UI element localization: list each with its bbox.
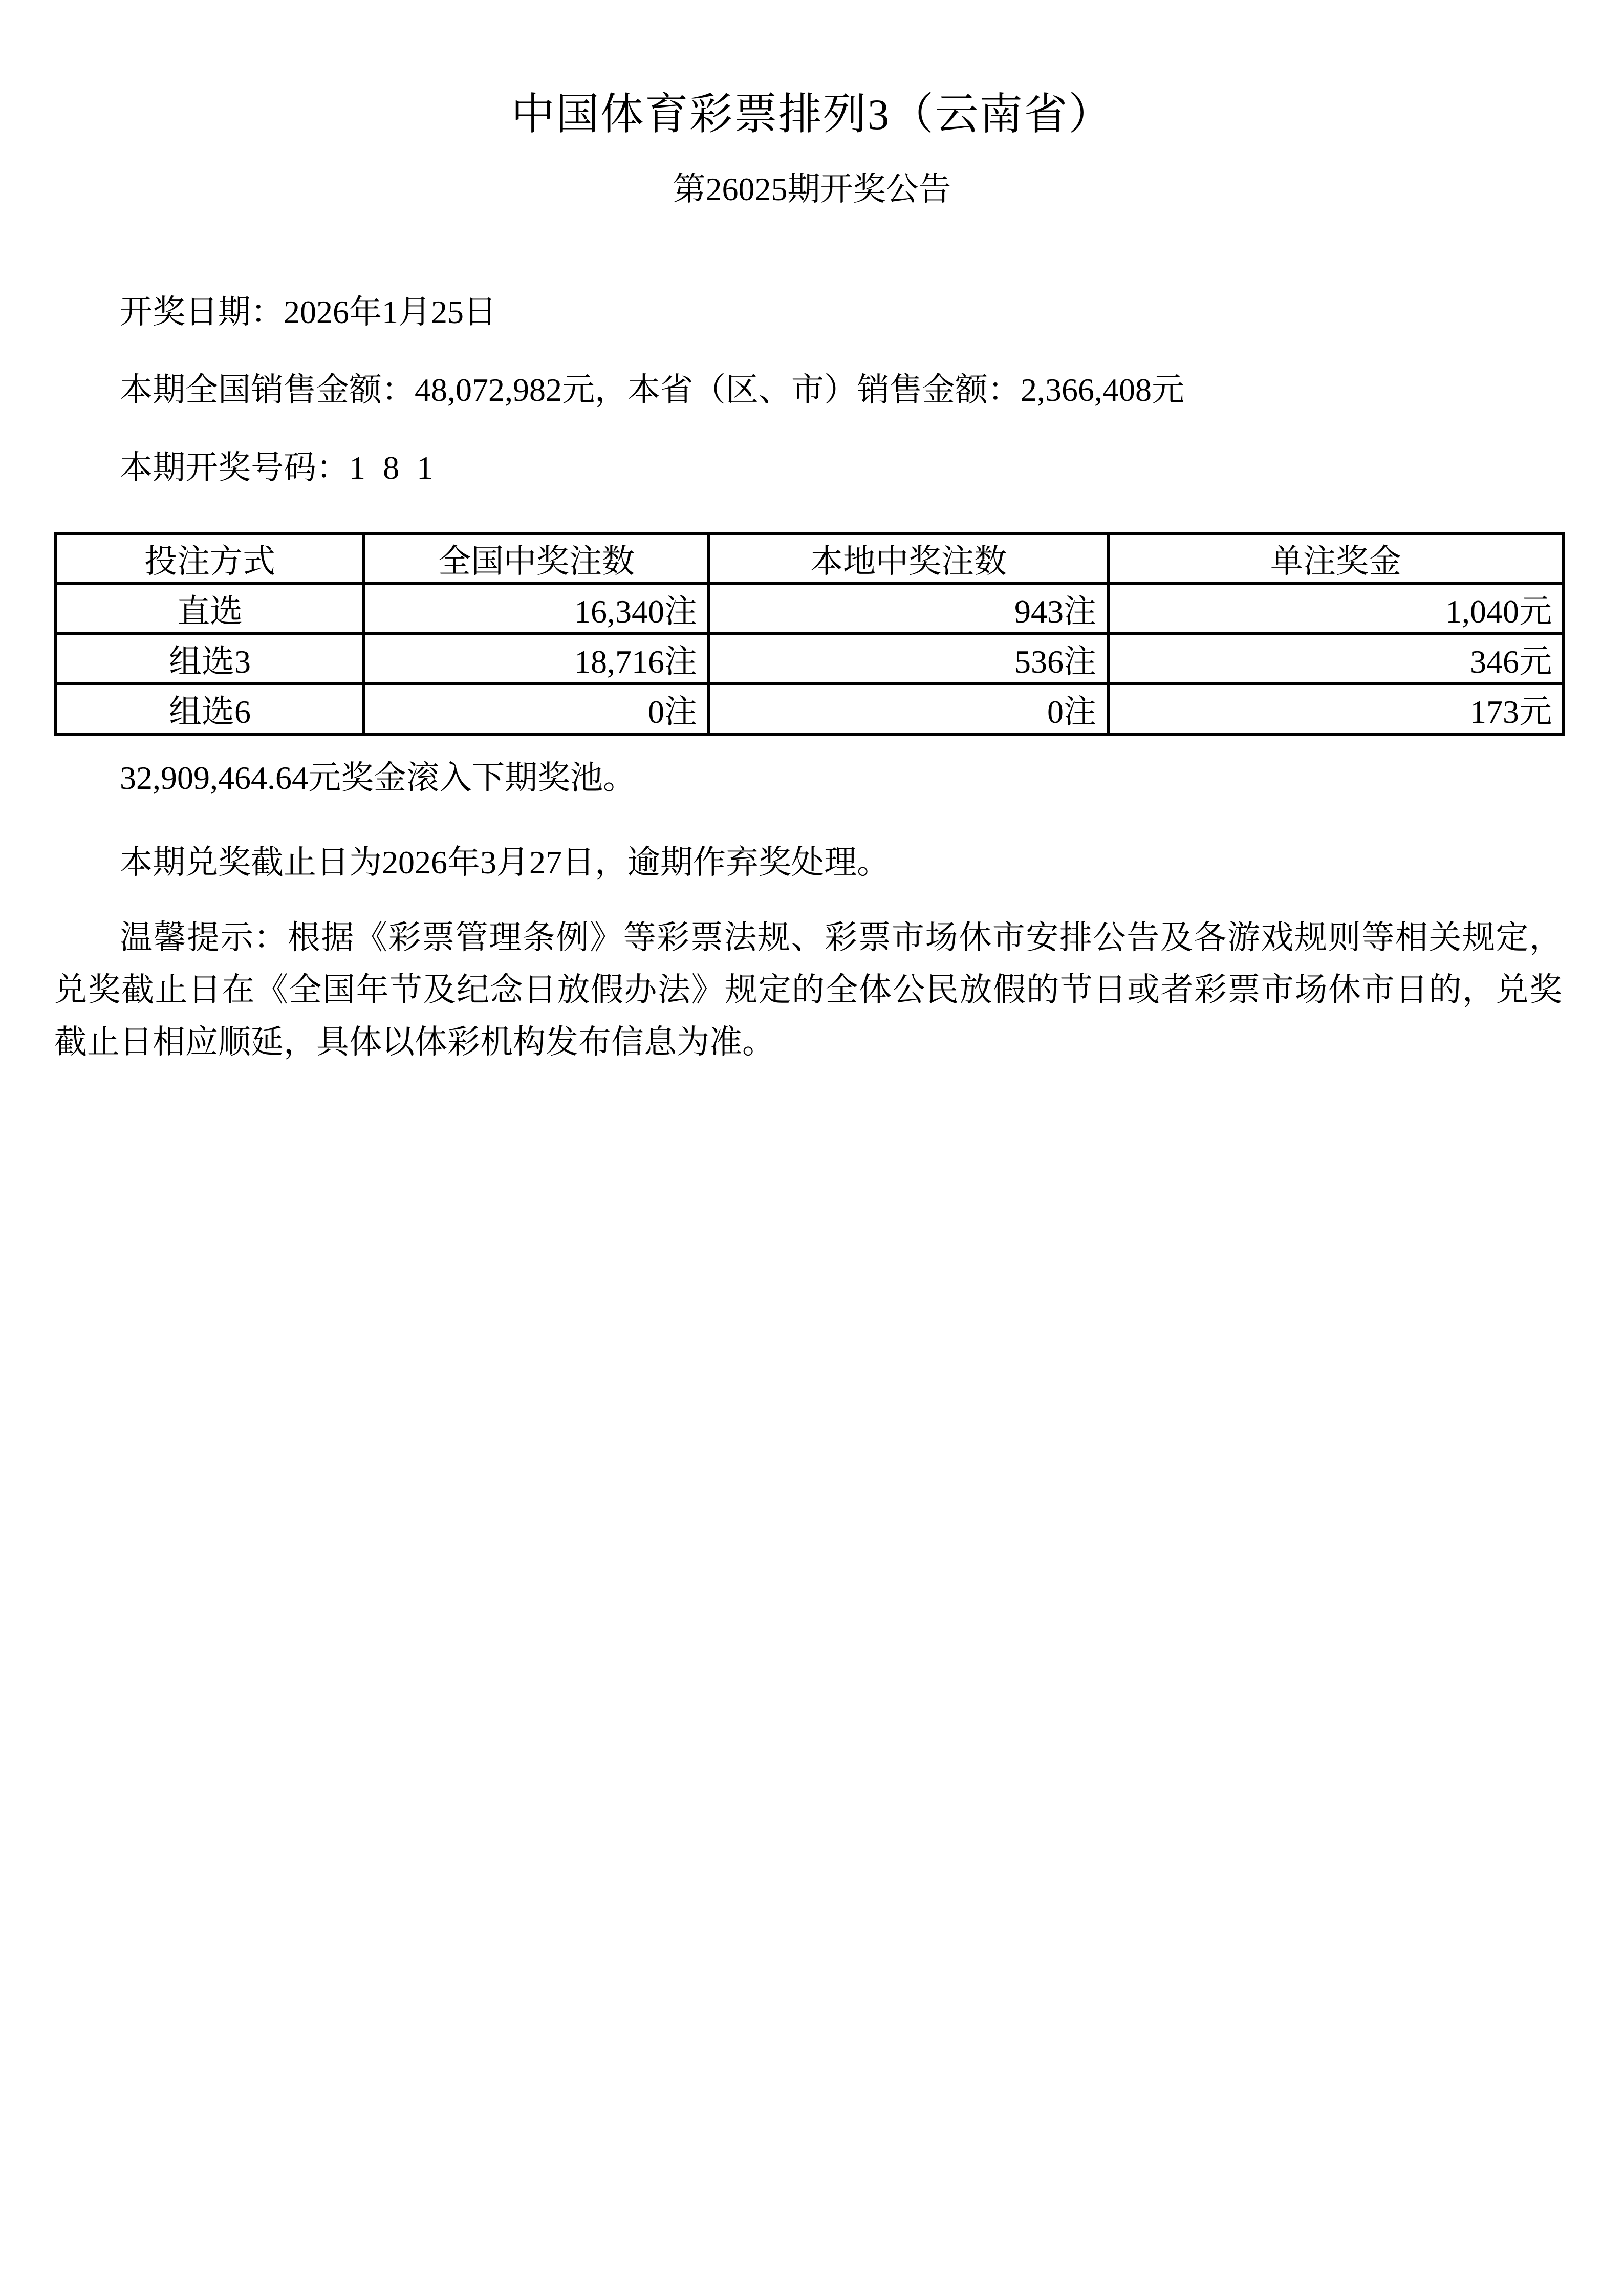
prize-table-body: [56, 584, 1564, 734]
document-body: [0, 293, 1624, 1068]
page-title: 中国体育彩票排列3（云南省）: [511, 91, 1113, 139]
sales-amount-line: 本期全国销售金额：48,072,982元，本省（区、市）销售金额：2,366,408元: [120, 372, 1184, 408]
tips-note: [54, 912, 1562, 1068]
table-row-zuxuan3: [56, 634, 1564, 684]
prize-table: [54, 532, 1565, 736]
tips-line-3: 截止日相应顺延，具体以体彩机构发布信息为准。: [54, 1024, 775, 1060]
rollover-note: 32,909,464.64元奖金滚入下期奖池。: [120, 760, 636, 796]
cell-local: 536注: [709, 634, 1108, 684]
table-row-zhixuan: [56, 584, 1564, 634]
cell-national: 18,716注: [364, 634, 709, 684]
prize-table-header: [56, 533, 1564, 584]
col-header-method: 投注方式: [56, 533, 364, 584]
cell-method: 组选3: [56, 634, 364, 684]
deadline-note: 本期兑奖截止日为2026年3月27日，逾期作弃奖处理。: [120, 844, 890, 881]
col-header-prize: 单注奖金: [1108, 533, 1564, 584]
header-row: [56, 533, 1564, 584]
draw-numbers-label: 本期开奖号码：: [120, 449, 349, 486]
tips-line-1: 温馨提示：根据《彩票管理条例》等彩票法规、彩票市场休市安排公告及各游戏规则等相关规定，: [120, 919, 1562, 956]
cell-method: 直选: [56, 584, 364, 634]
col-header-national: 全国中奖注数: [364, 533, 709, 584]
cell-local: 943注: [709, 584, 1108, 634]
col-header-local: 本地中奖注数: [709, 533, 1108, 584]
draw-numbers-value: 1 8 1: [349, 449, 435, 486]
cell-method: 组选6: [56, 684, 364, 734]
table-row-zuxuan6: [56, 684, 1564, 734]
cell-prize: 346元: [1108, 634, 1564, 684]
draw-date-line: 开奖日期：2026年1月25日: [120, 294, 496, 330]
page-subtitle: 第26025期开奖公告: [673, 171, 951, 207]
tips-line-2: 兑奖截止日在《全国年节及纪念日放假办法》规定的全体公民放假的节日或者彩票市场休市日的，兑奖: [54, 972, 1562, 1008]
cell-prize: 173元: [1108, 684, 1564, 734]
cell-local: 0注: [709, 684, 1108, 734]
cell-national: 16,340注: [364, 584, 709, 634]
draw-numbers-line: [54, 448, 1562, 487]
cell-national: 0注: [364, 684, 709, 734]
cell-prize: 1,040元: [1108, 584, 1564, 634]
